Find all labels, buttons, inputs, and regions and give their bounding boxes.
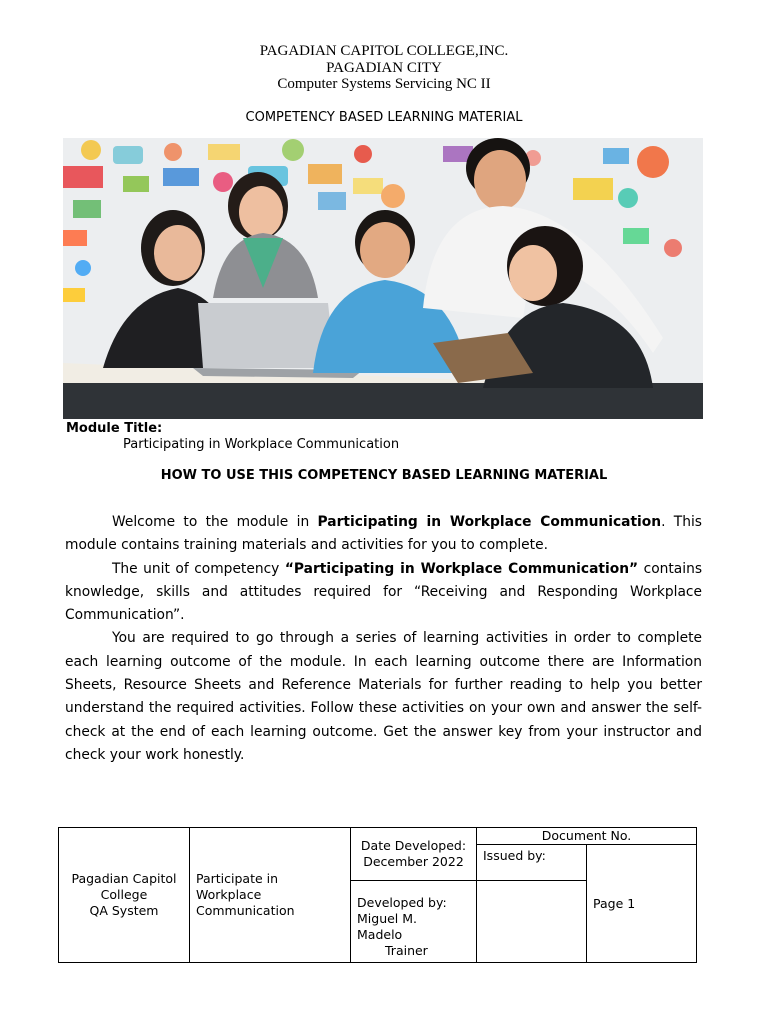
footer-issued: Issued by: — [477, 845, 587, 881]
course-line-3: Communication — [196, 903, 295, 918]
date-value: December 2022 — [363, 854, 464, 869]
institution-city: PAGADIAN CITY — [326, 59, 442, 76]
course-line-2: Workplace — [196, 887, 262, 902]
how-to-heading: HOW TO USE THIS COMPETENCY BASED LEARNING MATERIAL — [160, 468, 608, 483]
p2-text: The unit of competency — [112, 560, 285, 577]
course-line-1: Participate in — [196, 871, 279, 886]
date-label: Date Developed: — [360, 838, 467, 853]
dev-role: Trainer — [385, 943, 428, 958]
footer-org — [59, 828, 190, 963]
institution-name: PAGADIAN CAPITOL COLLEGE,INC. — [259, 43, 509, 59]
p1-bold: Participating in Workplace Communication — [317, 514, 662, 530]
program-name: Computer Systems Servicing NC II — [277, 76, 491, 92]
paragraph-welcome — [65, 511, 702, 558]
dev-label: Developed by: — [357, 895, 447, 910]
document-header — [0, 43, 768, 93]
org-line-3: QA System — [89, 903, 159, 918]
p1-text-end: . This module contains training materials and activities for you to complete. — [65, 514, 702, 554]
body-text — [65, 511, 702, 767]
document-footer-table — [58, 827, 697, 963]
office-team-meeting-photo — [63, 138, 703, 419]
p1-text: Welcome to the module in — [112, 514, 318, 530]
footer-course — [190, 828, 351, 963]
footer-doc-no: Document No. — [477, 828, 697, 845]
footer-empty-cell — [477, 881, 587, 963]
org-line-1: Pagadian Capitol — [71, 871, 177, 886]
footer-date — [351, 828, 477, 881]
cblm-title: COMPETENCY BASED LEARNING MATERIAL — [245, 110, 523, 125]
paragraph-unit — [65, 558, 702, 628]
paragraph-instructions: You are required to go through a series of learning activities in order to complete each learning outcome of the module. In each learning outcome there are Information Sheets, Resource Sheets and Reference Materials for further reading to help you better understand the required activities. Follow these activities on your own and answer the self-check at the end of each learning outcome. Get the answer key from your instructor and check your work honestly. — [65, 630, 702, 763]
dev-name-1: Miguel M. — [357, 911, 418, 926]
footer-developer — [351, 881, 477, 963]
module-title-value: Participating in Workplace Communication — [123, 437, 400, 452]
p2-text-end: contains knowledge, skills and attitudes required for “Receiving and Responding Workplace Communication”. — [65, 560, 703, 624]
dev-name-2: Madelo — [357, 927, 403, 942]
module-title-label: Module Title: — [66, 421, 163, 436]
footer-page: Page 1 — [587, 845, 697, 963]
p2-bold: “Participating in Workplace Communication” — [284, 560, 639, 577]
org-line-2: College — [100, 887, 148, 902]
